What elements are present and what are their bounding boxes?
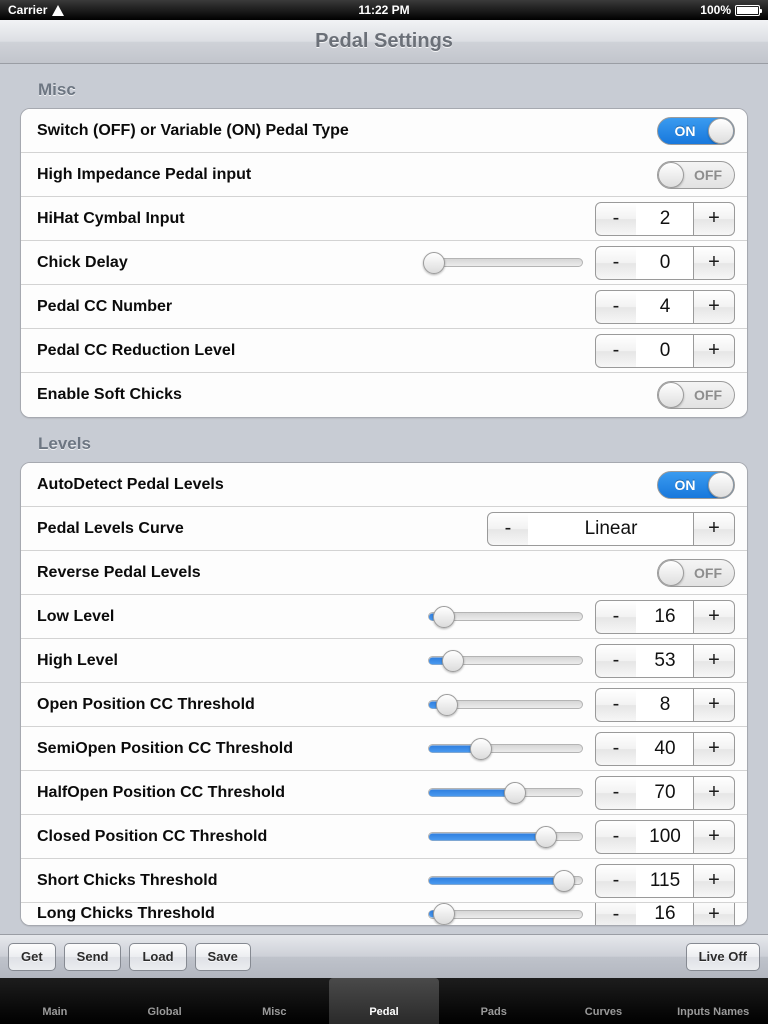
increment-button[interactable]: + [693,644,735,678]
increment-button[interactable]: + [693,246,735,280]
increment-button[interactable]: + [693,334,735,368]
row-label: Enable Soft Chicks [37,386,182,403]
toggle-knob[interactable] [658,560,684,586]
tab-label: Main [42,1006,68,1018]
toggle-knob[interactable] [658,382,684,408]
tab-label: Inputs Names [677,1006,750,1018]
row-label: HiHat Cymbal Input [37,209,185,227]
slider-fill [429,789,516,796]
slider-fill [429,877,565,884]
slider-thumb[interactable] [436,694,458,716]
value-display: 40 [636,732,694,766]
value-display: 16 [636,903,694,925]
tab-bar [0,978,768,1024]
decrement-button[interactable]: - [595,202,637,236]
slider-thumb[interactable] [535,826,557,848]
settings-row [21,727,747,771]
stepper-control [595,600,735,634]
battery-icon [735,5,760,16]
value-slider[interactable] [428,732,583,766]
increment-button[interactable]: + [693,688,735,722]
slider-thumb[interactable] [470,738,492,760]
increment-button[interactable]: + [693,600,735,634]
value-slider[interactable] [428,903,583,925]
stepper-control [595,820,735,854]
toggle-state-label: ON [674,122,696,139]
tab-global[interactable] [110,978,220,1024]
toggle-knob[interactable] [708,472,734,498]
tab-label: Global [147,1006,182,1018]
slider-thumb[interactable] [433,606,455,628]
stepper-control [595,334,735,368]
wifi-icon [52,5,65,16]
row-label: Short Chicks Threshold [37,871,218,889]
row-label: Low Level [37,607,115,625]
value-display: 100 [636,820,694,854]
row-label: High Level [37,651,118,669]
row-label: Open Position CC Threshold [37,695,255,713]
settings-scroll-area[interactable] [0,64,768,934]
toggle-state-label: OFF [694,564,722,581]
value-slider[interactable] [428,820,583,854]
toggle-switch[interactable] [657,117,735,145]
decrement-button[interactable]: - [595,903,637,925]
stepper-control [595,776,735,810]
tab-inputs-names[interactable] [658,978,768,1024]
decrement-button[interactable]: - [595,820,637,854]
increment-button[interactable]: + [693,820,735,854]
carrier-label: Carrier [8,3,48,17]
tab-pedal[interactable] [329,978,439,1024]
stepper-control [487,512,735,546]
toggle-state-label: ON [674,476,696,493]
value-display: 4 [636,290,694,324]
value-display: 53 [636,644,694,678]
decrement-button[interactable]: - [487,512,529,546]
toggle-state-label: OFF [694,387,722,403]
row-label: Pedal Levels Curve [37,519,184,537]
row-label: Pedal CC Reduction Level [37,341,236,359]
status-bar [0,0,768,20]
value-display: Linear [528,512,694,546]
settings-row [21,771,747,815]
settings-row [21,109,747,153]
row-label: HalfOpen Position CC Threshold [37,783,286,801]
value-display: 16 [636,600,694,634]
row-label: SemiOpen Position CC Threshold [37,739,294,757]
row-label: Closed Position CC Threshold [37,827,268,845]
row-label: Pedal CC Number [37,297,173,315]
value-display: 0 [636,246,694,280]
toggle-state-label: OFF [694,166,722,183]
title-bar [0,20,768,64]
tab-pads[interactable] [439,978,549,1024]
settings-row [21,153,747,197]
stepper-control [595,732,735,766]
settings-row [21,859,747,903]
decrement-button[interactable]: - [595,688,637,722]
value-display: 2 [636,202,694,236]
stepper-control [595,688,735,722]
row-label: Switch (OFF) or Variable (ON) Pedal Type [37,121,349,139]
value-display: 8 [636,688,694,722]
value-slider[interactable] [428,246,583,280]
toggle-switch[interactable] [657,559,735,587]
increment-button[interactable]: + [693,290,735,324]
settings-row [21,903,747,925]
settings-row [21,241,747,285]
decrement-button[interactable]: - [595,290,637,324]
live-toggle-button[interactable]: Live Off [686,943,760,971]
decrement-button[interactable]: - [595,600,637,634]
load-button[interactable]: Load [129,943,186,971]
value-slider[interactable] [428,644,583,678]
slider-thumb[interactable] [504,782,526,804]
decrement-button[interactable]: - [595,334,637,368]
value-slider[interactable] [428,776,583,810]
toggle-knob[interactable] [708,118,734,144]
settings-row [21,683,747,727]
decrement-button[interactable]: - [595,246,637,280]
slider-thumb[interactable] [423,252,445,274]
toggle-switch[interactable] [657,381,735,409]
row-label: High Impedance Pedal input [37,165,252,183]
status-bar-right [410,3,760,17]
increment-button[interactable]: + [693,512,735,546]
slider-fill [429,833,547,840]
page-title: Pedal Settings [315,30,453,52]
slider-thumb[interactable] [553,870,575,892]
decrement-button[interactable]: - [595,864,637,898]
increment-button[interactable]: + [693,202,735,236]
clock-label: 11:22 PM [358,3,410,17]
toggle-switch[interactable] [657,161,735,189]
tab-main[interactable] [0,978,110,1024]
settings-row [21,639,747,683]
settings-row [21,815,747,859]
value-slider[interactable] [428,688,583,722]
value-display: 0 [636,334,694,368]
tab-label: Pads [480,1006,507,1018]
stepper-control [595,644,735,678]
settings-group [20,108,748,418]
settings-group [20,462,748,926]
settings-row [21,463,747,507]
value-display: 70 [636,776,694,810]
row-label: AutoDetect Pedal Levels [37,475,224,493]
bottom-toolbar [0,934,768,978]
slider-thumb[interactable] [433,903,455,925]
tab-label: Pedal [369,1006,399,1018]
value-slider[interactable] [428,864,583,898]
stepper-control [595,903,735,925]
stepper-control [595,864,735,898]
save-button[interactable]: Save [195,943,251,971]
settings-row [21,595,747,639]
value-slider[interactable] [428,600,583,634]
value-display: 115 [636,864,694,898]
stepper-control [595,246,735,280]
settings-row [21,285,747,329]
toggle-switch[interactable] [657,471,735,499]
get-button[interactable]: Get [8,943,56,971]
increment-button[interactable]: + [693,776,735,810]
toggle-knob[interactable] [658,162,684,188]
increment-button[interactable]: + [693,732,735,766]
stepper-control [595,290,735,324]
tab-curves[interactable] [549,978,659,1024]
settings-row [21,197,747,241]
decrement-button[interactable]: - [595,644,637,678]
decrement-button[interactable]: - [595,732,637,766]
row-label: Long Chicks Threshold [37,905,215,922]
status-bar-left [8,3,358,17]
row-label: Reverse Pedal Levels [37,563,201,581]
settings-row [21,373,747,417]
stepper-control [595,202,735,236]
send-button[interactable]: Send [64,943,122,971]
settings-row [21,507,747,551]
section-header: Levels [38,434,91,453]
slider-thumb[interactable] [442,650,464,672]
slider-track [428,258,583,267]
settings-row [21,551,747,595]
increment-button[interactable]: + [693,903,735,925]
tab-misc[interactable] [219,978,329,1024]
battery-percent-label: 100% [700,3,731,17]
row-label: Chick Delay [37,253,128,271]
tab-label: Curves [584,1006,623,1018]
decrement-button[interactable]: - [595,776,637,810]
increment-button[interactable]: + [693,864,735,898]
settings-row [21,329,747,373]
section-header: Misc [38,80,76,99]
tab-label: Misc [262,1006,287,1018]
